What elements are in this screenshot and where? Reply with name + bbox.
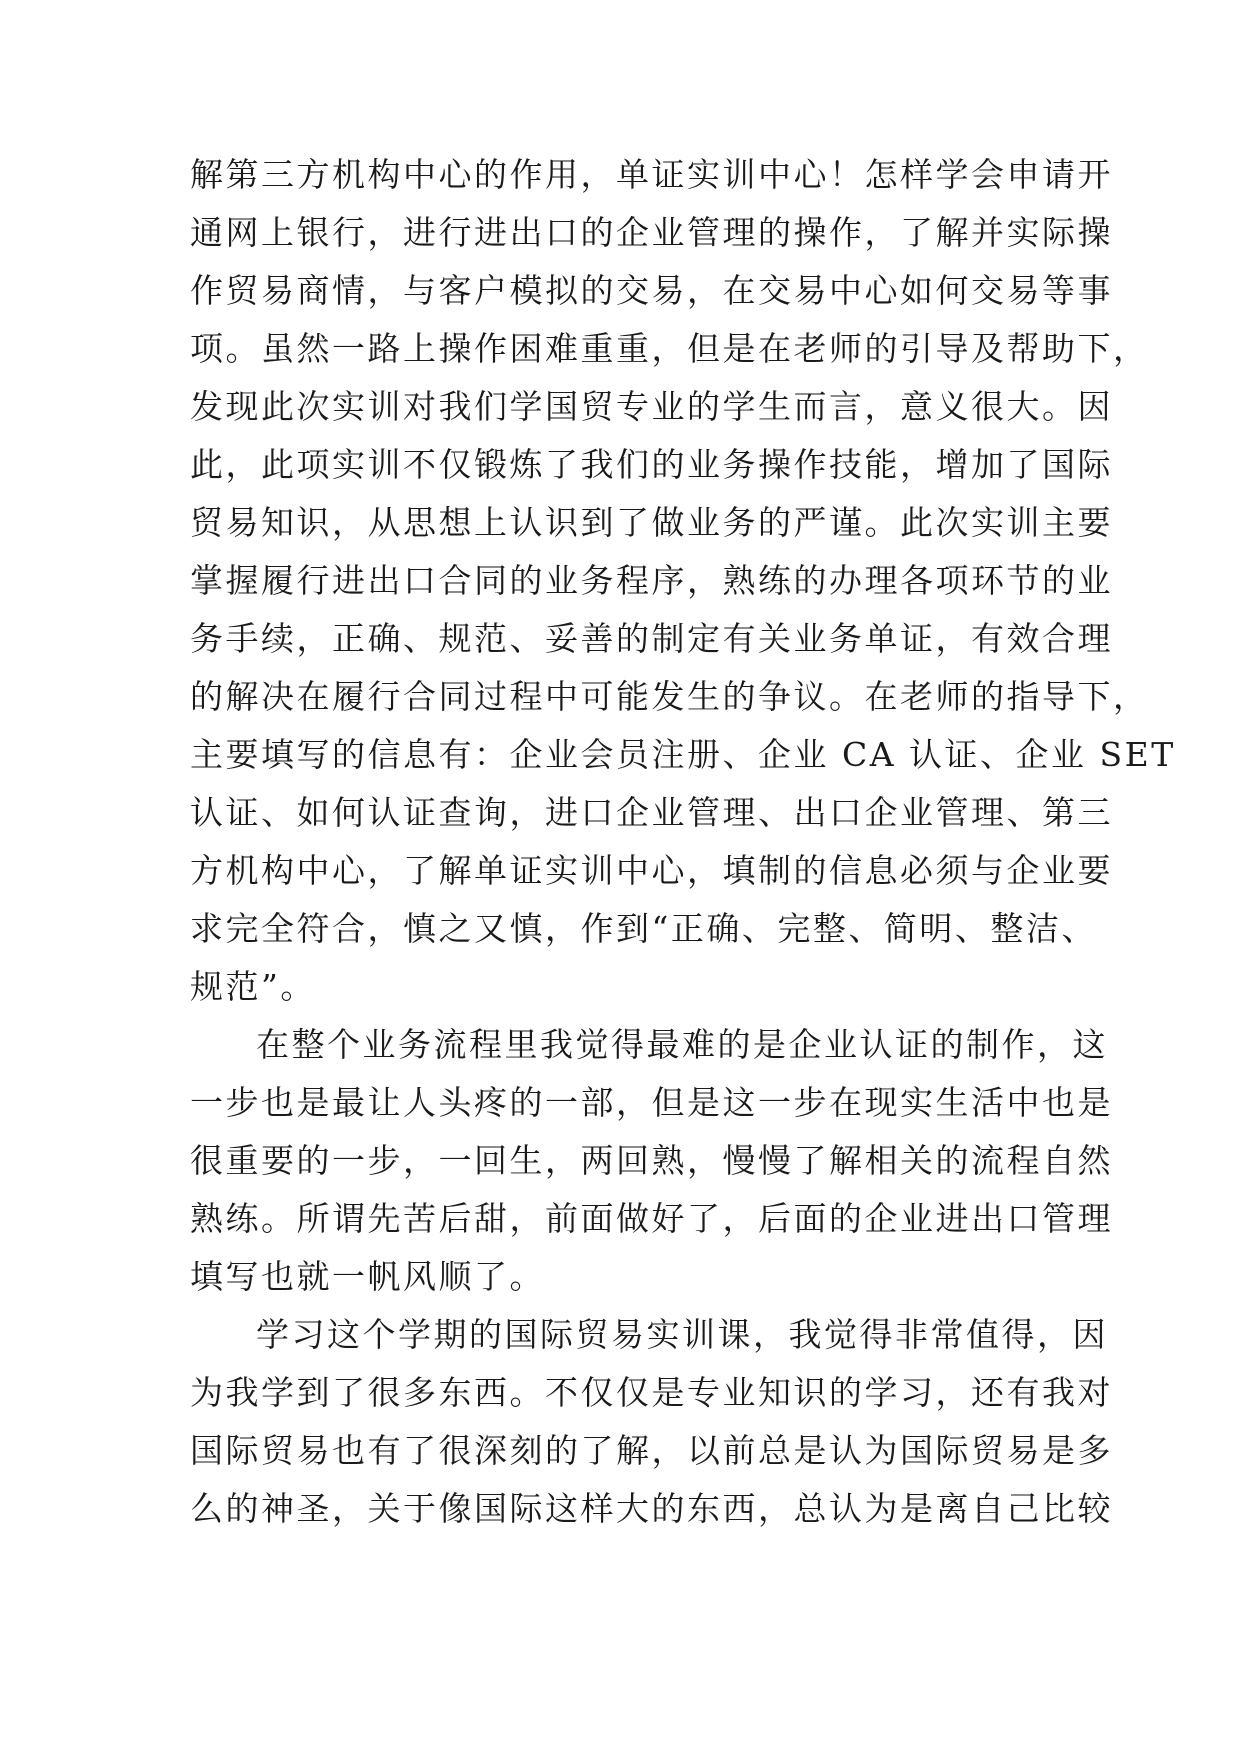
text-line: 么的神圣，关于像国际这样大的东西，总认为是离自己比较 xyxy=(190,1489,1113,1528)
text-line: 通网上银行，进行进出口的企业管理的操作，了解并实际操 xyxy=(190,213,1113,252)
text-line: 认证、如何认证查询，进口企业管理、出口企业管理、第三 xyxy=(190,793,1113,832)
text-line: 主要填写的信息有：企业会员注册、企业 CA 认证、企业 SET xyxy=(190,735,1176,774)
text-line: 贸易知识，从思想上认识到了做业务的严谨。此次实训主要 xyxy=(190,503,1113,542)
text-line: 求完全符合，慎之又慎，作到“正确、完整、简明、整洁、 xyxy=(190,909,1097,948)
text-line: 为我学到了很多东西。不仅仅是专业知识的学习，还有我对 xyxy=(190,1373,1113,1412)
text-line: 项。虽然一路上操作困难重重，但是在老师的引导及帮助下， xyxy=(190,329,1149,368)
text-line: 很重要的一步，一回生，两回熟，慢慢了解相关的流程自然 xyxy=(190,1141,1113,1180)
text-line: 务手续，正确、规范、妥善的制定有关业务单证，有效合理 xyxy=(190,619,1113,658)
text-line: 学习这个学期的国际贸易实训课，我觉得非常值得，因 xyxy=(256,1315,1108,1354)
text-line: 一步也是最让人头疼的一部，但是这一步在现实生活中也是 xyxy=(190,1083,1113,1122)
text-line: 填写也就一帆风顺了。 xyxy=(190,1257,545,1296)
text-line: 的解决在履行合同过程中可能发生的争议。在老师的指导下， xyxy=(190,677,1149,716)
text-line: 作贸易商情，与客户模拟的交易，在交易中心如何交易等事 xyxy=(190,271,1113,310)
text-line: 方机构中心，了解单证实训中心，填制的信息必须与企业要 xyxy=(190,851,1113,890)
text-line: 解第三方机构中心的作用，单证实训中心！怎样学会申请开 xyxy=(190,155,1113,194)
text-line: 熟练。所谓先苦后甜，前面做好了，后面的企业进出口管理 xyxy=(190,1199,1113,1238)
text-line: 此，此项实训不仅锻炼了我们的业务操作技能，增加了国际 xyxy=(190,445,1113,484)
text-line: 掌握履行进出口合同的业务程序，熟练的办理各项环节的业 xyxy=(190,561,1113,600)
text-line: 规范”。 xyxy=(190,967,316,1006)
text-line: 在整个业务流程里我觉得最难的是企业认证的制作，这 xyxy=(256,1025,1108,1064)
text-line: 国际贸易也有了很深刻的了解，以前总是认为国际贸易是多 xyxy=(190,1431,1113,1470)
text-line: 发现此次实训对我们学国贸专业的学生而言，意义很大。因 xyxy=(190,387,1113,426)
